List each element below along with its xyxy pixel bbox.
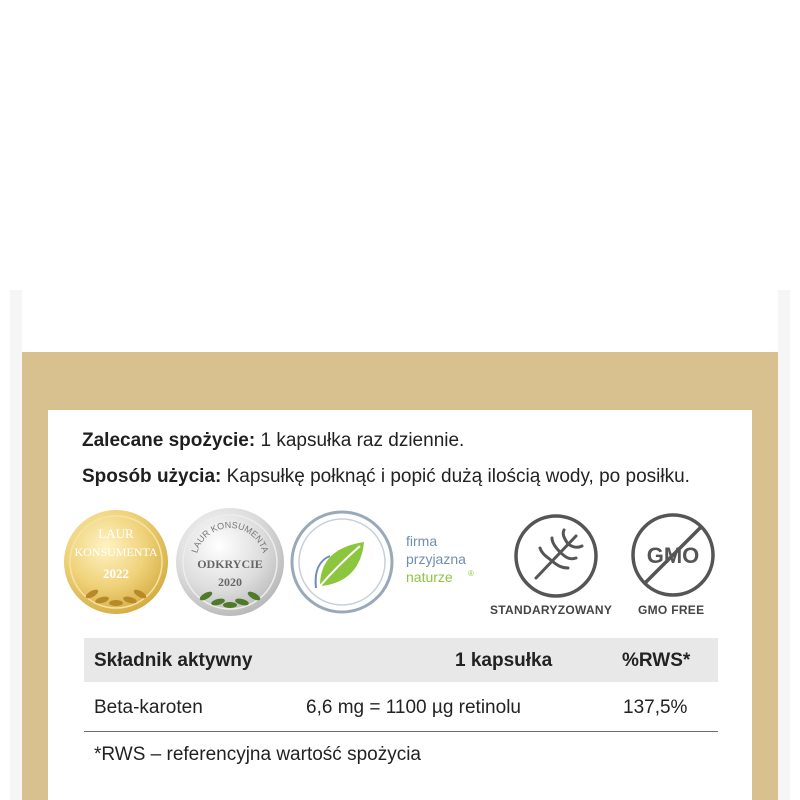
header-ingredient: Składnik aktywny [94,650,253,671]
rws-footnote: *RWS – referencyjna wartość spożycia [94,744,421,765]
eco-line3: naturze [406,569,453,585]
standardized-caption: STANDARYZOWANY [490,603,613,617]
laur-konsumenta-2022-badge [62,508,170,616]
gmo-text: GMO [646,543,700,568]
dose-line [82,430,464,452]
laur-2022-line1: LAUR [98,526,134,541]
right-edge [778,290,790,800]
method-line [82,466,690,488]
row-amount: 6,6 mg = 1100 µg retinolu [306,697,521,718]
table-bottom-rule [84,731,718,732]
eco-friendly-badge [290,508,490,616]
laur-2022-line2: KONSUMENTA [74,545,158,559]
dose-label: Zalecane spożycie: [82,430,256,451]
row-ingredient: Beta-karoten [94,697,203,718]
left-edge [10,290,22,800]
method-text: Kapsułkę połknąć i popić dużą ilością wody, po posiłku. [221,466,690,487]
header-rws: %RWS* [622,650,691,671]
odkrycie-title: ODKRYCIE [197,557,263,571]
row-rws: 137,5% [623,697,688,718]
eco-line1: firma [406,533,438,549]
leaf-icon [316,542,364,588]
gmo-free-caption: GMO FREE [638,603,705,617]
gmo-free-badge [628,510,718,600]
eco-line2: przyjazna [406,551,466,567]
method-label: Sposób użycia: [82,466,222,487]
standardized-badge [512,512,600,600]
laur-2022-year: 2022 [103,566,129,581]
dose-text: 1 kapsułka raz dziennie. [255,430,465,451]
odkrycie-arc-text: LAUR KONSUMENTA [189,519,271,555]
eco-registered-mark: ® [468,569,474,578]
odkrycie-2020-badge [174,506,286,618]
herb-branch-icon [536,530,582,578]
odkrycie-year: 2020 [218,575,242,589]
header-per-capsule: 1 kapsułka [455,650,553,671]
